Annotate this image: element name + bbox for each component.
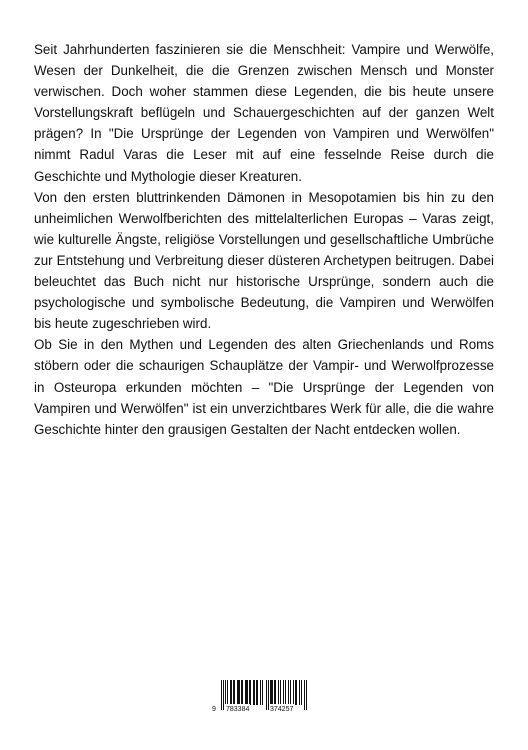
barcode-bar (301, 680, 302, 705)
barcode-bar (299, 680, 300, 705)
barcode-bar (278, 680, 279, 705)
barcode-bar (237, 680, 240, 705)
barcode-bar (283, 680, 284, 705)
barcode-bar (249, 680, 251, 705)
barcode-bar (293, 680, 294, 705)
barcode-bar (233, 680, 235, 705)
barcode-left-group: 783384 (225, 704, 250, 716)
barcode-bar (241, 680, 243, 705)
barcode-bar (280, 680, 281, 705)
barcode-bar (230, 680, 232, 705)
barcode-bar (295, 680, 297, 705)
back-cover-blurb (34, 39, 494, 440)
barcode-bar (290, 680, 291, 705)
barcode-bar (285, 680, 286, 705)
barcode-bar (274, 680, 276, 705)
blurb-paragraph-1: Seit Jahrhunderten faszinieren sie die Menschheit: Vampire und Werwölfe, Wesen der Dunkelheit, die die Grenzen zwischen Mensch und Monster verwischen. Doch woher stammen diese Legenden, die bis heute unsere Vorstellungskraft beflügeln und Schauergeschichten auf der ganzen Welt prägen? In "Die Ursprünge der Legenden von Vampiren und Werwölfen" nimmt Radul Varas die Leser mit auf eine fesselnde Reise durch die Geschichte und Mythologie dieser Kreaturen. (34, 42, 494, 184)
barcode-bar (225, 680, 226, 705)
isbn-barcode (211, 680, 319, 716)
barcode-bar (270, 680, 273, 705)
barcode-right-group: 374257 (269, 704, 294, 716)
barcode-bar (245, 680, 248, 705)
barcode-bar (262, 680, 263, 705)
barcode-first-digit: 9 (211, 704, 217, 716)
blurb-paragraph-3: Ob Sie in den Mythen und Legenden des alten Griechenlands und Roms stöbern oder die schaurigen Schauplätze der Vampir- und Werwolfprozesse in Osteuropa erkunden möchten – "Die Ursprünge der Legenden von Vampiren und Werwölfen" ist ein unverzichtbares Werk für alle, die die wahre Geschichte hinter den grausigen Gestalten der Nacht entdecken wollen. (34, 337, 494, 437)
barcode-bar (260, 680, 261, 705)
barcode-bar (256, 680, 258, 705)
blurb-paragraph-2: Von den ersten bluttrinkenden Dämonen in Mesopotamien bis hin zu den unheimlichen Werwolfberichten des mittelalterlichen Europas – Varas zeigt, wie kulturelle Ängste, religiöse Vorstellungen und gesellschaftliche Umbrüche zur Entstehung und Verbreitung dieser düsteren Archetypen beitrugen. Dabei beleuchtet das Buch nicht nur historische Ursprünge, sondern auch die psychologische und symbolische Bedeutung, die Vampiren und Werwölfen bis heute zugeschrieben wird. (34, 189, 494, 332)
barcode-bar (288, 680, 289, 705)
barcode-bar (253, 680, 255, 705)
barcode-digits (211, 704, 319, 716)
barcode-bar (227, 680, 228, 705)
